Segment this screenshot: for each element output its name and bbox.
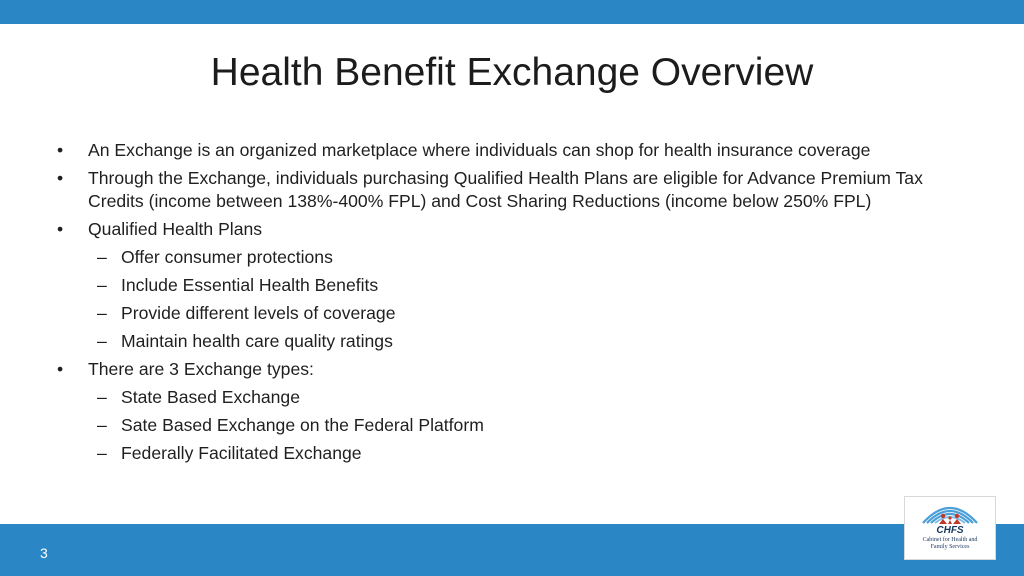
dash-marker: – [97,302,107,323]
bullet-text: Include Essential Health Benefits [121,274,379,295]
logo-wordmark: CHFS [936,525,964,536]
dash-marker: – [97,246,107,267]
bullet-item [57,358,977,381]
bullet-marker: • [57,218,64,239]
sub-bullet-item [57,442,977,465]
dash-marker: – [97,330,107,351]
sub-bullet-item [57,274,977,297]
bullet-text: Sate Based Exchange on the Federal Platform [121,414,484,435]
bullet-text: There are 3 Exchange types: [88,358,314,379]
bullet-text: Through the Exchange, individuals purchasing Qualified Health Plans are eligible for Advance Premium Tax Credits (income between 138%-400% FPL) and Cost Sharing Reductions (income below 250% FPL) [88,168,923,211]
bullet-item [57,139,977,162]
logo-subtitle [905,537,995,551]
bullet-item [57,218,977,241]
bullet-marker: • [57,358,64,379]
bullet-text: Provide different levels of coverage [121,302,396,323]
bullet-text: Offer consumer protections [121,246,333,267]
bullet-text: Maintain health care quality ratings [121,330,393,351]
dash-marker: – [97,442,107,463]
dash-marker: – [97,274,107,295]
sub-bullet-item [57,246,977,269]
logo-subtitle-line-1: Cabinet for Health and [922,537,978,543]
sub-bullet-item [57,414,977,437]
dash-marker: – [97,386,107,407]
bullet-marker: • [57,140,64,160]
bullet-text: Qualified Health Plans [88,218,263,239]
logo-subtitle-line-2: Family Services [930,544,970,550]
top-accent-bar [0,0,1024,24]
bullet-text: State Based Exchange [121,386,300,407]
bullet-text: Federally Facilitated Exchange [121,442,362,463]
bullet-marker: • [57,168,64,188]
bullet-list [57,139,977,470]
bullet-item [57,167,977,212]
sub-bullet-item [57,386,977,409]
bottom-accent-bar [0,524,1024,576]
bullet-text: An Exchange is an organized marketplace where individuals can shop for health insurance coverage [88,140,871,160]
slide-title: Health Benefit Exchange Overview [210,51,814,94]
chfs-logo [904,496,996,560]
sub-bullet-item [57,330,977,353]
dash-marker: – [97,414,107,435]
sub-bullet-item [57,302,977,325]
slide-number: 3 [40,545,48,561]
